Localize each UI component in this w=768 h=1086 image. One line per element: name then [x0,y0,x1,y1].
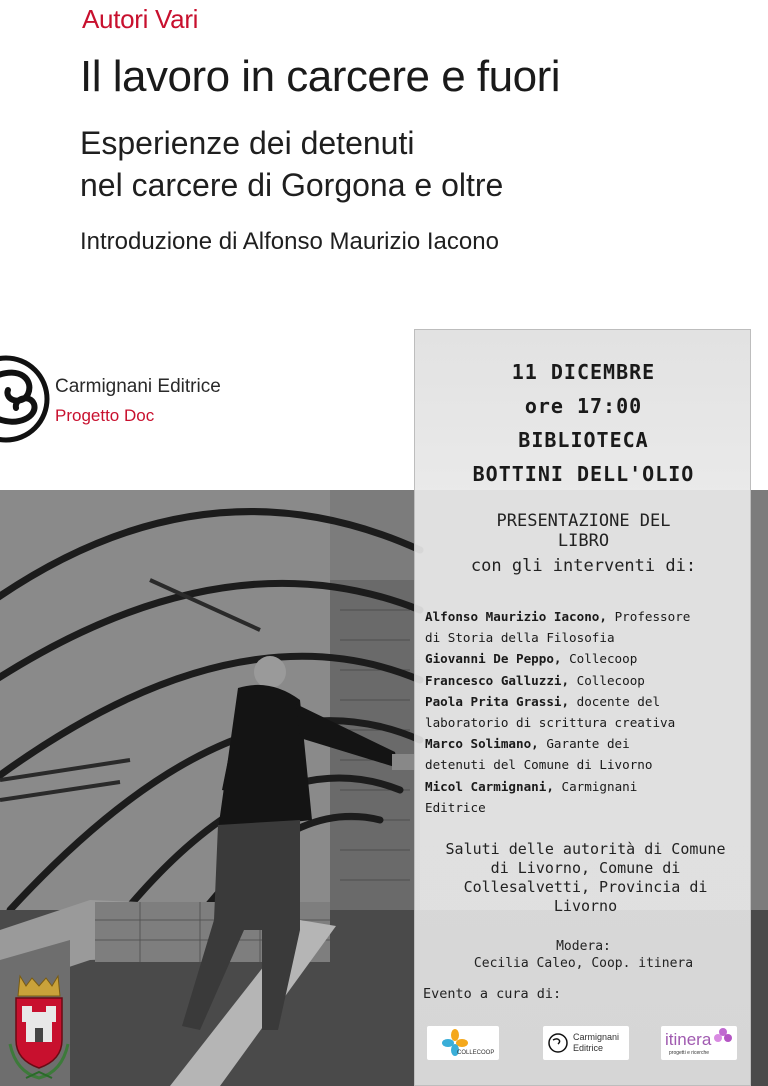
subtitle-line: Esperienze dei detenuti [80,125,415,161]
moderator-name: Cecilia Caleo, Coop. itinera [473,956,694,971]
list-item [425,648,755,669]
presentation-subheading: con gli interventi di: [470,556,697,576]
speaker-role-cont: Editrice [425,799,486,815]
moderator-label: Modera: [556,939,611,954]
speaker-role: Garante dei [538,736,630,752]
list-item [425,733,755,754]
list-item [425,691,755,712]
speakers-list [425,606,755,818]
presentation-heading: PRESENTAZIONE DEL [496,511,671,531]
event-time: ore 17:00 [524,394,643,418]
organized-by-label: Evento a cura di: [423,986,562,1002]
subtitle-line: nel carcere di Gorgona e oltre [80,167,504,203]
greetings-line: Collesalvetti, Provincia di [463,878,708,896]
speaker-role: Professore [606,609,691,624]
greetings-line: Saluti delle autorità di Comune [445,840,726,858]
speaker-role: Collecoop [569,672,645,688]
collecoop-logo [427,1026,499,1060]
greetings-line: di Livorno, Comune di [490,859,681,877]
speaker-role-cont: di Storia della Filosofia [425,630,615,646]
event-date: 11 DICEMBRE [511,360,656,384]
event-venue-line: BIBLIOTECA [518,428,649,452]
list-item [425,776,755,797]
carmignani-small-icon [547,1032,569,1054]
speaker-role: docente del [569,693,661,709]
itinera-logo [661,1026,737,1060]
speaker-name: Micol Carmignani, [425,778,554,794]
speaker-role: Collecoop [561,651,638,667]
speaker-role: Carmignani [553,778,638,794]
greetings-line: Livorno [553,897,618,915]
list-item [425,606,755,627]
event-venue-line: BOTTINI DELL'OLIO [472,462,695,486]
carmignani-text: Carmignani [573,1032,620,1042]
book-subtitle [80,122,503,206]
itinera-flower-icon [713,1027,733,1045]
book-title: Il lavoro in carcere e fuori [80,52,560,101]
greetings-text [419,840,752,916]
collecoop-text: COLLECOOP [457,1050,495,1056]
carmignani-text: Editrice [573,1043,604,1053]
publisher-series: Progetto Doc [55,406,155,425]
list-item [425,670,755,691]
speaker-name: Francesco Galluzzi, [425,672,570,688]
speaker-name: Paola Prita Grassi, [425,693,570,709]
introduction-credit: Introduzione di Alfonso Maurizio Iacono [80,228,499,255]
publisher-name: Carmignani Editrice [55,376,221,397]
publisher-logo-icon [0,336,52,462]
event-info-panel [414,329,751,1086]
presentation-heading: LIBRO [557,531,610,551]
speaker-name: Marco Solimano, [425,736,539,752]
speaker-role-cont: laboratorio di scrittura creativa [425,715,676,731]
itinera-text: itinera [665,1030,712,1049]
author-label: Autori Vari [82,4,199,34]
itinera-tagline: progetti e ricerche [669,1050,710,1056]
carmignani-logo [543,1026,629,1060]
speaker-name: Alfonso Maurizio Iacono, [425,609,607,624]
speaker-role-cont: detenuti del Comune di Livorno [425,757,653,773]
coat-of-arms-icon [6,974,72,1084]
speaker-name: Giovanni De Peppo, [425,651,562,667]
